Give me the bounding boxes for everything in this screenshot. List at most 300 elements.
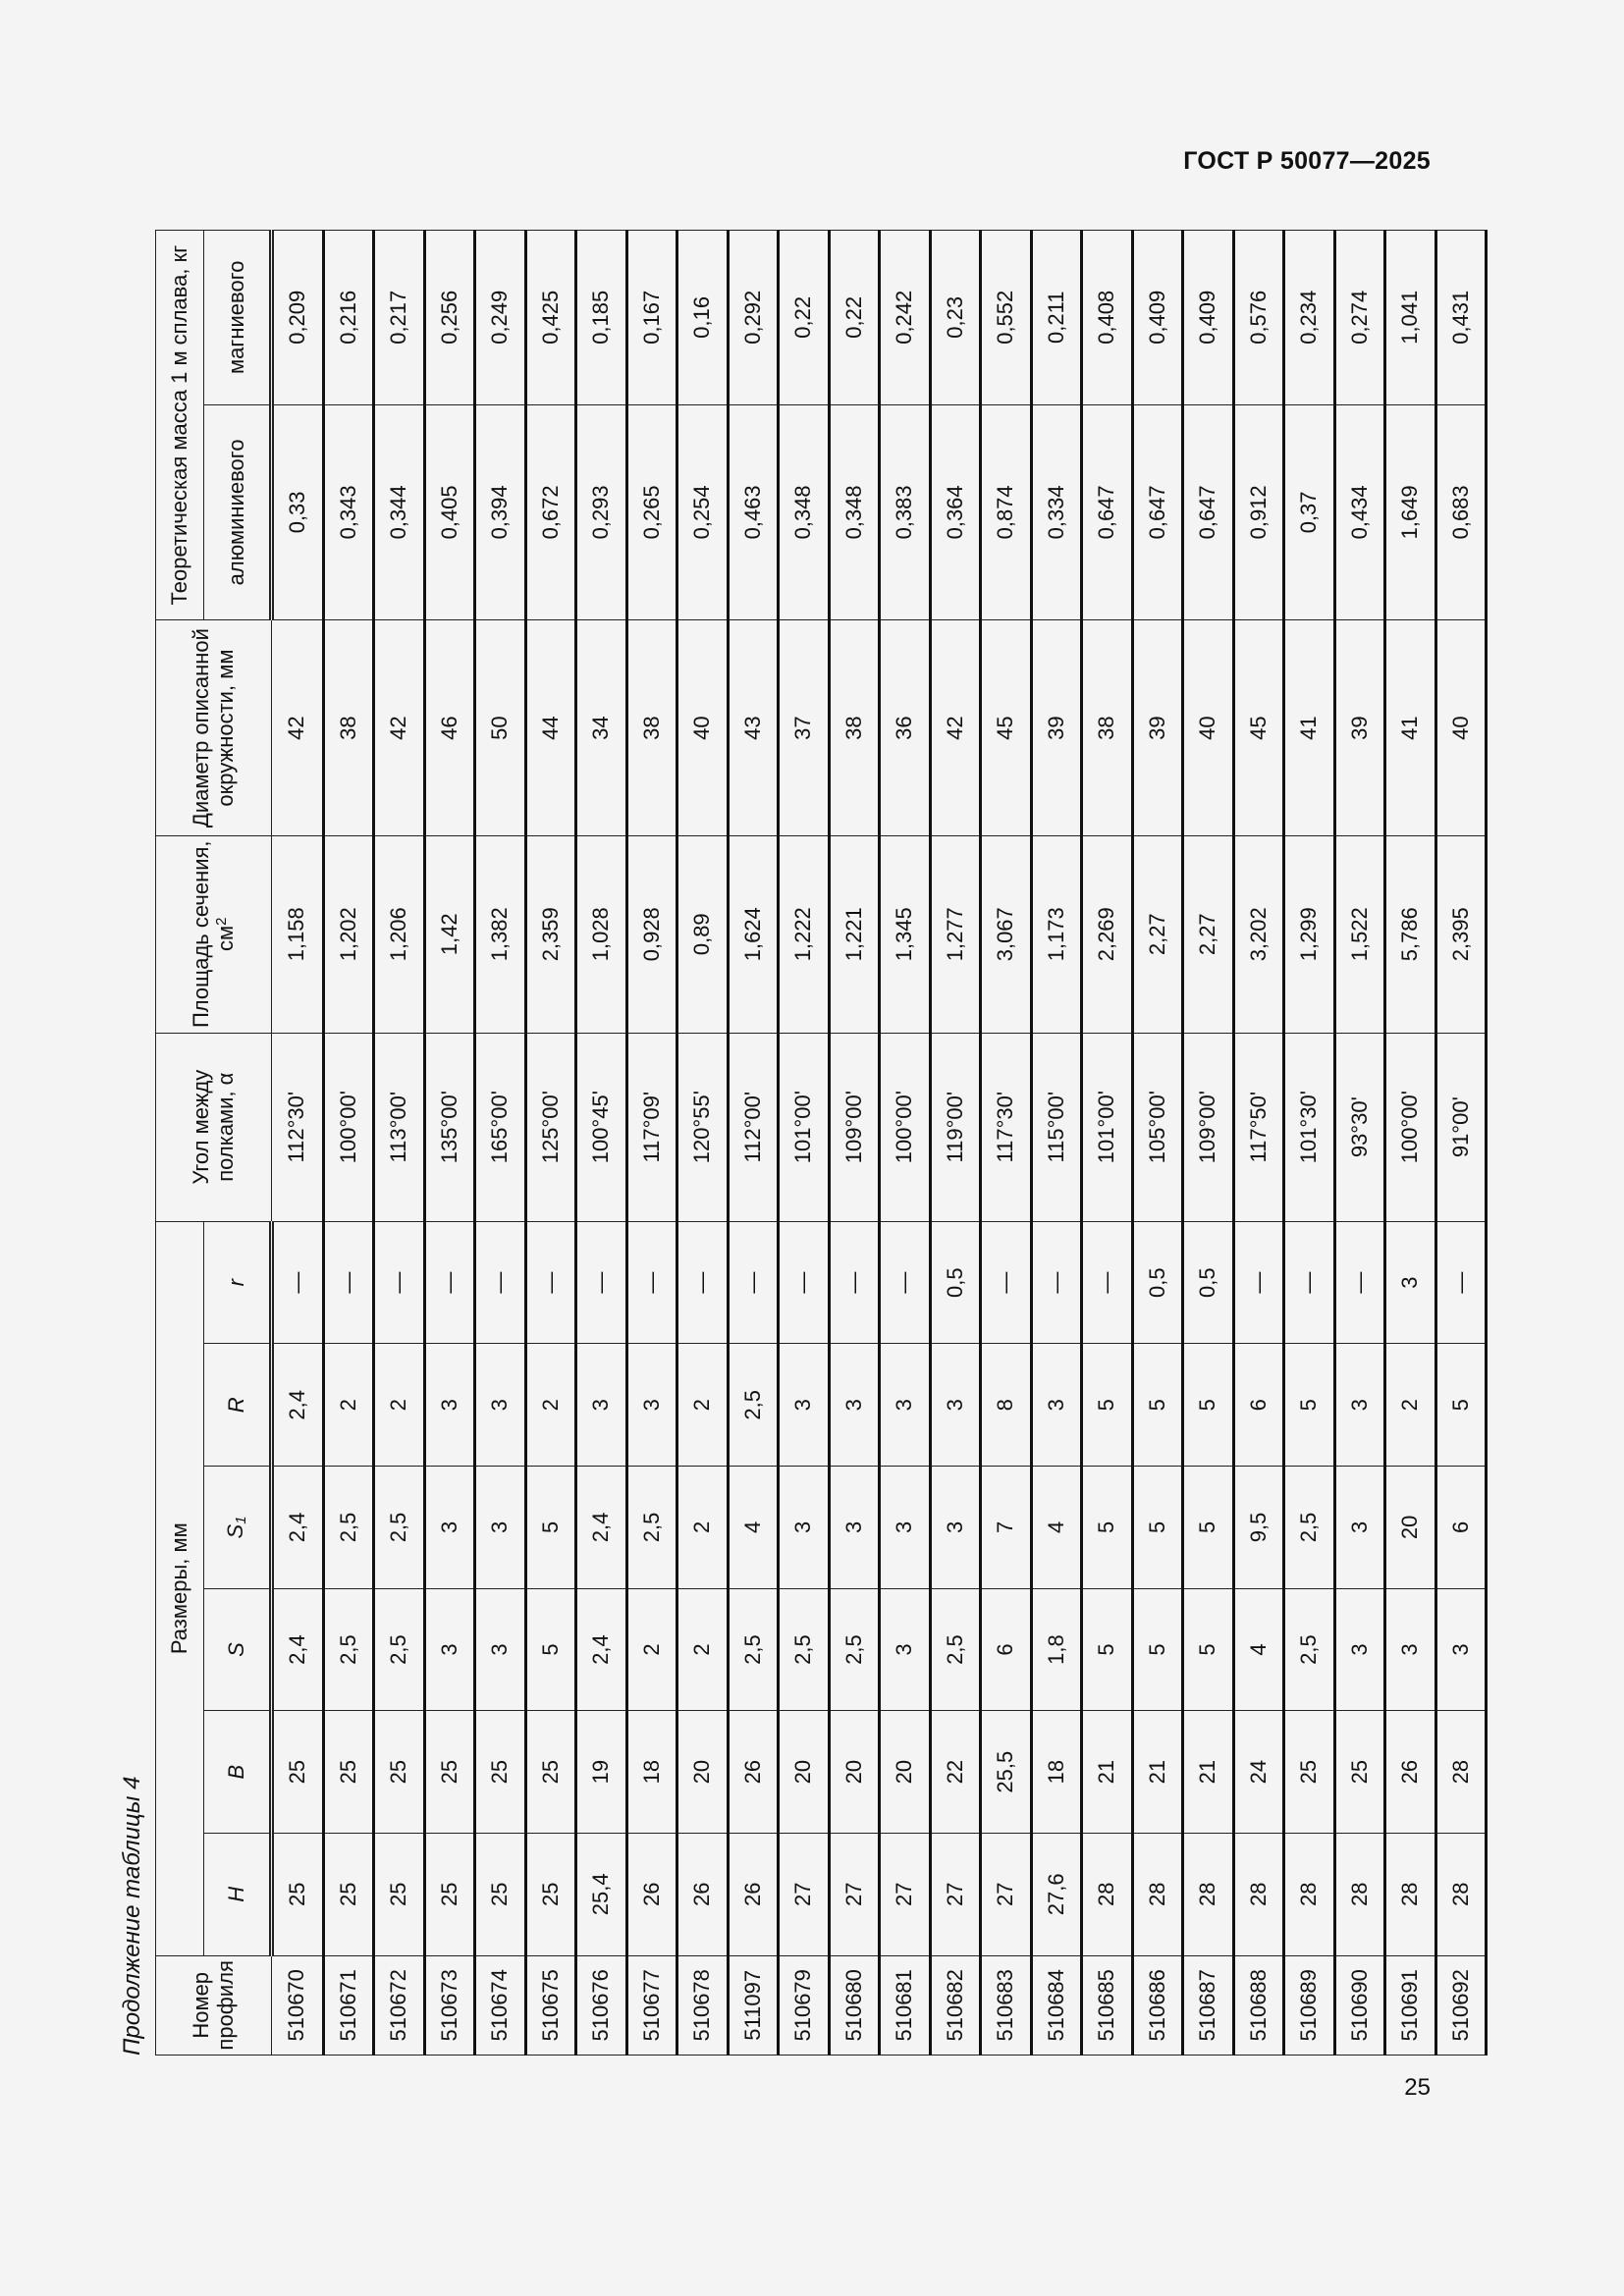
cell-angle: 100°00': [880, 1033, 931, 1221]
table-row: [424, 231, 475, 2056]
table-row: [1233, 231, 1284, 2056]
cell-angle: 113°00': [374, 1033, 425, 1221]
cell-S1: 3: [779, 1467, 830, 1589]
cell-r: —: [525, 1221, 576, 1344]
cell-S: 5: [1082, 1588, 1133, 1711]
cell-diam: 42: [272, 620, 324, 836]
cell-B: 25: [374, 1711, 425, 1834]
cell-area: 1,42: [424, 835, 475, 1033]
table-row: [374, 231, 425, 2056]
cell-area: 1,158: [272, 835, 324, 1033]
cell-area: 1,624: [728, 835, 779, 1033]
cell-R: 5: [1082, 1344, 1133, 1467]
cell-no: 510683: [981, 1955, 1032, 2055]
cell-r: —: [880, 1221, 931, 1344]
cell-S: 3: [1334, 1588, 1385, 1711]
cell-r: —: [374, 1221, 425, 1344]
cell-al: 0,334: [1031, 404, 1082, 620]
cell-S: 5: [1183, 1588, 1234, 1711]
cell-H: 27: [829, 1833, 880, 1955]
cell-mg: 0,408: [1082, 231, 1133, 405]
cell-area: 1,173: [1031, 835, 1082, 1033]
profiles-table: [155, 230, 1488, 2056]
cell-mg: 0,576: [1233, 231, 1284, 405]
table-row: [1031, 231, 1082, 2056]
header-small-r: r: [204, 1221, 272, 1344]
cell-al: 0,683: [1435, 404, 1487, 620]
cell-diam: 39: [1031, 620, 1082, 836]
cell-diam: 39: [1132, 620, 1183, 836]
cell-angle: 91°00': [1435, 1033, 1487, 1221]
table-row: [475, 231, 526, 2056]
cell-R: 3: [880, 1344, 931, 1467]
cell-angle: 105°00': [1132, 1033, 1183, 1221]
cell-angle: 112°00': [728, 1033, 779, 1221]
cell-H: 27: [779, 1833, 830, 1955]
table-caption: Продолжение таблицы 4: [119, 1776, 145, 2056]
table-row: [1334, 231, 1385, 2056]
cell-mg: 0,22: [779, 231, 830, 405]
cell-angle: 101°00': [1082, 1033, 1133, 1221]
table-row: [829, 231, 880, 2056]
cell-diam: 34: [576, 620, 627, 836]
cell-H: 28: [1385, 1833, 1436, 1955]
cell-R: 8: [981, 1344, 1032, 1467]
cell-angle: 100°00': [323, 1033, 374, 1221]
cell-diam: 41: [1385, 620, 1436, 836]
header-angle: Угол между полками, α: [156, 1033, 272, 1221]
cell-B: 21: [1183, 1711, 1234, 1834]
cell-S1: 5: [1183, 1467, 1234, 1589]
cell-B: 22: [930, 1711, 981, 1834]
cell-B: 28: [1435, 1711, 1487, 1834]
cell-mg: 0,292: [728, 231, 779, 405]
cell-R: 5: [1132, 1344, 1183, 1467]
cell-R: 3: [1334, 1344, 1385, 1467]
cell-r: —: [1334, 1221, 1385, 1344]
cell-S1: 4: [1031, 1467, 1082, 1589]
cell-S: 2: [677, 1588, 729, 1711]
cell-area: 1,345: [880, 835, 931, 1033]
cell-al: 0,647: [1183, 404, 1234, 620]
cell-S: 2,4: [272, 1588, 324, 1711]
cell-r: —: [829, 1221, 880, 1344]
cell-no: 510690: [1334, 1955, 1385, 2055]
cell-S: 3: [1435, 1588, 1487, 1711]
cell-al: 0,265: [626, 404, 677, 620]
cell-r: —: [424, 1221, 475, 1344]
cell-al: 0,647: [1082, 404, 1133, 620]
cell-no: 510691: [1385, 1955, 1436, 2055]
cell-R: 2: [677, 1344, 729, 1467]
cell-mg: 0,22: [829, 231, 880, 405]
cell-S: 3: [475, 1588, 526, 1711]
cell-S1: 2,4: [576, 1467, 627, 1589]
cell-r: 0,5: [930, 1221, 981, 1344]
cell-angle: 117°50': [1233, 1033, 1284, 1221]
cell-S1: 20: [1385, 1467, 1436, 1589]
cell-B: 20: [829, 1711, 880, 1834]
cell-r: —: [981, 1221, 1032, 1344]
cell-no: 510678: [677, 1955, 729, 2055]
cell-area: 3,067: [981, 835, 1032, 1033]
cell-no: 510676: [576, 1955, 627, 2055]
cell-al: 0,874: [981, 404, 1032, 620]
cell-R: 2: [1385, 1344, 1436, 1467]
cell-no: 511097: [728, 1955, 779, 2055]
cell-al: 0,37: [1284, 404, 1335, 620]
cell-S: 2,5: [728, 1588, 779, 1711]
cell-diam: 38: [829, 620, 880, 836]
cell-area: 1,028: [576, 835, 627, 1033]
cell-B: 20: [677, 1711, 729, 1834]
table-row: [1435, 231, 1487, 2056]
cell-area: 1,206: [374, 835, 425, 1033]
cell-r: —: [323, 1221, 374, 1344]
header-dimensions: Размеры, мм: [156, 1221, 204, 1955]
cell-H: 28: [1284, 1833, 1335, 1955]
cell-al: 0,33: [272, 404, 324, 620]
cell-angle: 112°30': [272, 1033, 324, 1221]
cell-S: 3: [1385, 1588, 1436, 1711]
cell-mg: 0,216: [323, 231, 374, 405]
cell-H: 27,6: [1031, 1833, 1082, 1955]
cell-al: 0,434: [1334, 404, 1385, 620]
cell-mg: 0,242: [880, 231, 931, 405]
cell-B: 26: [728, 1711, 779, 1834]
cell-S: 2,5: [374, 1588, 425, 1711]
cell-diam: 41: [1284, 620, 1335, 836]
cell-diam: 40: [677, 620, 729, 836]
cell-S: 2,5: [1284, 1588, 1335, 1711]
cell-R: 5: [1435, 1344, 1487, 1467]
header-big-r: R: [204, 1344, 272, 1467]
cell-diam: 36: [880, 620, 931, 836]
header-diameter: Диаметр описанной окружности, мм: [156, 620, 272, 836]
cell-no: 510692: [1435, 1955, 1487, 2055]
cell-S: 2,5: [930, 1588, 981, 1711]
cell-area: 1,277: [930, 835, 981, 1033]
cell-B: 18: [1031, 1711, 1082, 1834]
cell-area: 0,928: [626, 835, 677, 1033]
table-row: [1284, 231, 1335, 2056]
cell-area: 2,395: [1435, 835, 1487, 1033]
cell-S1: 3: [829, 1467, 880, 1589]
header-s1: $S_1$: [204, 1467, 272, 1589]
cell-no: 510679: [779, 1955, 830, 2055]
cell-al: 0,647: [1132, 404, 1183, 620]
cell-B: 24: [1233, 1711, 1284, 1834]
cell-al: 0,463: [728, 404, 779, 620]
cell-H: 25: [424, 1833, 475, 1955]
cell-mg: 0,425: [525, 231, 576, 405]
cell-H: 25: [272, 1833, 324, 1955]
cell-mg: 0,167: [626, 231, 677, 405]
cell-S: 6: [981, 1588, 1032, 1711]
cell-r: —: [1233, 1221, 1284, 1344]
cell-S1: 5: [1132, 1467, 1183, 1589]
cell-diam: 44: [525, 620, 576, 836]
cell-S: 3: [424, 1588, 475, 1711]
cell-B: 25: [1334, 1711, 1385, 1834]
cell-diam: 43: [728, 620, 779, 836]
cell-no: 510686: [1132, 1955, 1183, 2055]
header-magnesium: магниевого: [204, 231, 272, 405]
cell-r: 0,5: [1183, 1221, 1234, 1344]
cell-S1: 2,5: [1284, 1467, 1335, 1589]
cell-R: 3: [475, 1344, 526, 1467]
cell-angle: 117°09': [626, 1033, 677, 1221]
cell-H: 26: [728, 1833, 779, 1955]
cell-mg: 0,409: [1183, 231, 1234, 405]
cell-al: 0,394: [475, 404, 526, 620]
table-row: [728, 231, 779, 2056]
page-number: 25: [1404, 2074, 1431, 2101]
table-row: [1385, 231, 1436, 2056]
cell-angle: 101°00': [779, 1033, 830, 1221]
cell-H: 28: [1435, 1833, 1487, 1955]
cell-area: 1,221: [829, 835, 880, 1033]
cell-H: 26: [626, 1833, 677, 1955]
cell-r: —: [779, 1221, 830, 1344]
standard-designation: ГОСТ Р 50077—2025: [1183, 147, 1431, 175]
cell-area: 2,27: [1183, 835, 1234, 1033]
cell-S: 3: [880, 1588, 931, 1711]
cell-al: 0,348: [779, 404, 830, 620]
cell-H: 28: [1183, 1833, 1234, 1955]
cell-area: 0,89: [677, 835, 729, 1033]
cell-B: 25: [475, 1711, 526, 1834]
cell-angle: 165°00': [475, 1033, 526, 1221]
cell-r: —: [728, 1221, 779, 1344]
header-b: B: [204, 1711, 272, 1834]
cell-B: 25: [323, 1711, 374, 1834]
cell-S1: 5: [525, 1467, 576, 1589]
table-row: [525, 231, 576, 2056]
cell-mg: 0,552: [981, 231, 1032, 405]
rotated-table-container: [110, 230, 1473, 2056]
cell-B: 25,5: [981, 1711, 1032, 1834]
cell-H: 28: [1233, 1833, 1284, 1955]
cell-diam: 40: [1183, 620, 1234, 836]
cell-angle: 120°55': [677, 1033, 729, 1221]
cell-B: 18: [626, 1711, 677, 1834]
cell-R: 3: [576, 1344, 627, 1467]
cell-al: 0,343: [323, 404, 374, 620]
table-row: [677, 231, 729, 2056]
cell-diam: 40: [1435, 620, 1487, 836]
table-row: [576, 231, 627, 2056]
cell-no: 510673: [424, 1955, 475, 2055]
cell-al: 0,364: [930, 404, 981, 620]
cell-no: 510682: [930, 1955, 981, 2055]
cell-area: 2,359: [525, 835, 576, 1033]
cell-mg: 0,217: [374, 231, 425, 405]
cell-mg: 0,249: [475, 231, 526, 405]
cell-angle: 100°00': [1385, 1033, 1436, 1221]
cell-area: 3,202: [1233, 835, 1284, 1033]
cell-angle: 119°00': [930, 1033, 981, 1221]
cell-S: 4: [1233, 1588, 1284, 1711]
header-profile-no: Номер профиля: [156, 1955, 272, 2055]
cell-area: 2,269: [1082, 835, 1133, 1033]
cell-H: 27: [930, 1833, 981, 1955]
cell-mg: 0,234: [1284, 231, 1335, 405]
cell-S: 2,5: [829, 1588, 880, 1711]
cell-no: 510672: [374, 1955, 425, 2055]
cell-B: 25: [424, 1711, 475, 1834]
cell-diam: 38: [626, 620, 677, 836]
cell-diam: 38: [323, 620, 374, 836]
cell-r: —: [677, 1221, 729, 1344]
cell-no: 510685: [1082, 1955, 1133, 2055]
cell-angle: 109°00': [1183, 1033, 1234, 1221]
cell-R: 2: [525, 1344, 576, 1467]
cell-H: 26: [677, 1833, 729, 1955]
cell-diam: 45: [1233, 620, 1284, 836]
cell-S1: 2: [677, 1467, 729, 1589]
cell-al: 0,912: [1233, 404, 1284, 620]
cell-area: 1,202: [323, 835, 374, 1033]
cell-S1: 7: [981, 1467, 1032, 1589]
cell-no: 510681: [880, 1955, 931, 2055]
cell-R: 2: [374, 1344, 425, 1467]
cell-S1: 3: [880, 1467, 931, 1589]
cell-r: —: [1435, 1221, 1487, 1344]
cell-r: —: [1031, 1221, 1082, 1344]
cell-B: 20: [779, 1711, 830, 1834]
cell-B: 19: [576, 1711, 627, 1834]
cell-S: 2,5: [323, 1588, 374, 1711]
cell-mg: 0,256: [424, 231, 475, 405]
cell-no: 510688: [1233, 1955, 1284, 2055]
cell-angle: 109°00': [829, 1033, 880, 1221]
cell-al: 0,348: [829, 404, 880, 620]
cell-mg: 0,23: [930, 231, 981, 405]
cell-diam: 37: [779, 620, 830, 836]
cell-S1: 3: [1334, 1467, 1385, 1589]
cell-S1: 4: [728, 1467, 779, 1589]
cell-S1: 2,5: [323, 1467, 374, 1589]
cell-S: 2,5: [779, 1588, 830, 1711]
cell-R: 3: [779, 1344, 830, 1467]
header-aluminum: алюминиевого: [204, 404, 272, 620]
table-row: [272, 231, 324, 2056]
cell-al: 1,649: [1385, 404, 1436, 620]
cell-H: 27: [981, 1833, 1032, 1955]
cell-al: 0,254: [677, 404, 729, 620]
table-row: [626, 231, 677, 2056]
cell-S1: 3: [424, 1467, 475, 1589]
cell-diam: 50: [475, 620, 526, 836]
cell-no: 510670: [272, 1955, 324, 2055]
cell-no: 510680: [829, 1955, 880, 2055]
cell-B: 21: [1082, 1711, 1133, 1834]
cell-mg: 0,274: [1334, 231, 1385, 405]
cell-R: 5: [1183, 1344, 1234, 1467]
cell-R: 2,4: [272, 1344, 324, 1467]
cell-no: 510675: [525, 1955, 576, 2055]
cell-R: 5: [1284, 1344, 1335, 1467]
cell-angle: 93°30': [1334, 1033, 1385, 1221]
cell-R: 3: [424, 1344, 475, 1467]
cell-diam: 38: [1082, 620, 1133, 836]
cell-H: 28: [1334, 1833, 1385, 1955]
table-row: [1183, 231, 1234, 2056]
cell-r: —: [576, 1221, 627, 1344]
cell-area: 1,522: [1334, 835, 1385, 1033]
cell-R: 3: [829, 1344, 880, 1467]
cell-S1: 2,4: [272, 1467, 324, 1589]
cell-mg: 1,041: [1385, 231, 1436, 405]
cell-area: 1,222: [779, 835, 830, 1033]
cell-S: 2,4: [576, 1588, 627, 1711]
cell-no: 510687: [1183, 1955, 1234, 2055]
table-row: [779, 231, 830, 2056]
cell-S: 2: [626, 1588, 677, 1711]
cell-r: 3: [1385, 1221, 1436, 1344]
cell-B: 26: [1385, 1711, 1436, 1834]
table-body: [272, 231, 1487, 2056]
cell-diam: 45: [981, 620, 1032, 836]
table-row: [1132, 231, 1183, 2056]
cell-R: 3: [930, 1344, 981, 1467]
cell-angle: 100°45': [576, 1033, 627, 1221]
cell-r: —: [626, 1221, 677, 1344]
cell-no: 510684: [1031, 1955, 1082, 2055]
cell-al: 0,383: [880, 404, 931, 620]
cell-S1: 2,5: [374, 1467, 425, 1589]
cell-angle: 135°00': [424, 1033, 475, 1221]
cell-r: —: [475, 1221, 526, 1344]
cell-angle: 115°00': [1031, 1033, 1082, 1221]
cell-H: 25: [374, 1833, 425, 1955]
cell-R: 3: [626, 1344, 677, 1467]
cell-al: 0,672: [525, 404, 576, 620]
cell-S1: 3: [475, 1467, 526, 1589]
cell-S1: 3: [930, 1467, 981, 1589]
cell-H: 28: [1132, 1833, 1183, 1955]
cell-r: 0,5: [1132, 1221, 1183, 1344]
cell-r: —: [272, 1221, 324, 1344]
cell-mg: 0,409: [1132, 231, 1183, 405]
cell-H: 28: [1082, 1833, 1133, 1955]
header-s: S: [204, 1588, 272, 1711]
cell-angle: 101°30': [1284, 1033, 1335, 1221]
table-row: [880, 231, 931, 2056]
cell-S1: 2,5: [626, 1467, 677, 1589]
cell-B: 21: [1132, 1711, 1183, 1834]
cell-no: 510677: [626, 1955, 677, 2055]
cell-S1: 6: [1435, 1467, 1487, 1589]
cell-no: 510671: [323, 1955, 374, 2055]
cell-R: 2,5: [728, 1344, 779, 1467]
table-row: [930, 231, 981, 2056]
header-mass: Теоретическая масса 1 м сплава, кг: [156, 231, 204, 620]
header-h: H: [204, 1833, 272, 1955]
cell-mg: 0,16: [677, 231, 729, 405]
cell-diam: 42: [930, 620, 981, 836]
table-row: [1082, 231, 1133, 2056]
cell-al: 0,293: [576, 404, 627, 620]
cell-al: 0,405: [424, 404, 475, 620]
cell-R: 6: [1233, 1344, 1284, 1467]
cell-no: 510689: [1284, 1955, 1335, 2055]
cell-H: 25,4: [576, 1833, 627, 1955]
cell-H: 25: [525, 1833, 576, 1955]
cell-area: 5,786: [1385, 835, 1436, 1033]
cell-S1: 5: [1082, 1467, 1133, 1589]
